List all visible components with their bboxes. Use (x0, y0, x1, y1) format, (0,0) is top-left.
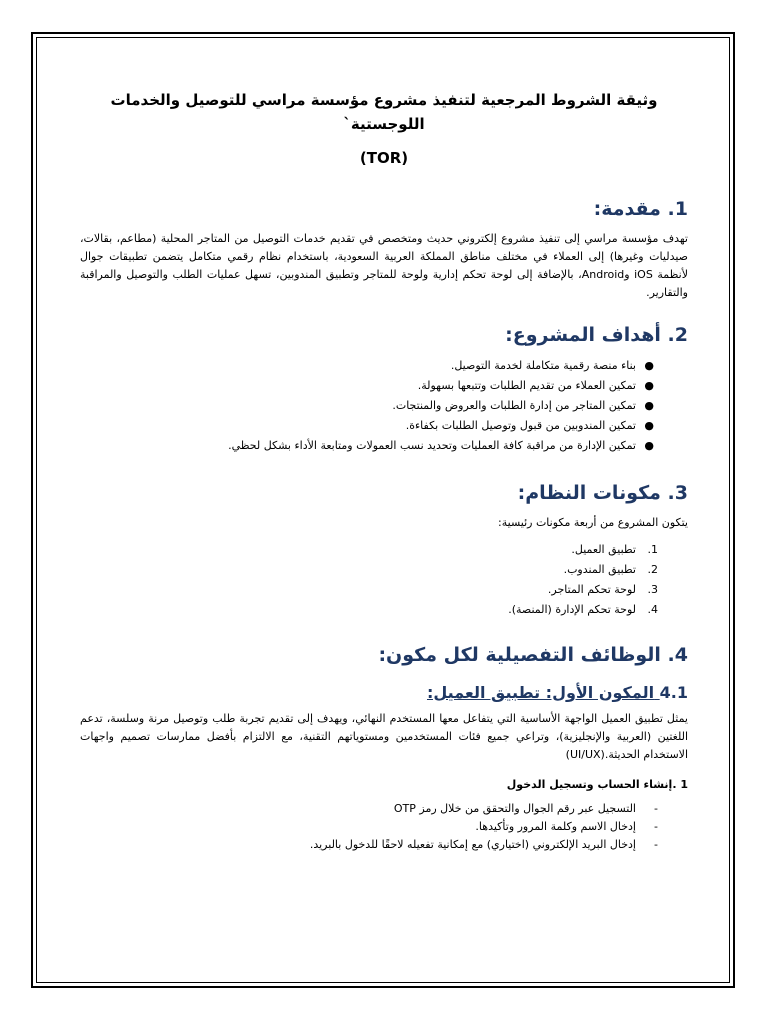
section-intro-body: تهدف مؤسسة مراسي إلى تنفيذ مشروع إلكتروني حديث ومتخصص في تقديم خدمات التوصيل من المتاجر المحلية (مطاعم، بقالات، صيدليات وغيرها) إلى العملاء في مختلف مناطق المملكة العربية السعودية، باستخدام نظام رقمي متكامل يتضمن تطبيقات جوال لأنظمة iOS وAndroid، بالإضافة إلى لوحة تحكم إدارية ولوحة للمتاجر وتطبيق المندوبين، تسهل عمليات الطلب والتوصيل والمراقبة والتقارير. (80, 232, 688, 299)
list-item: ● تمكين المندوبين من قبول وتوصيل الطلبات بكفاءة. (80, 416, 636, 436)
account-list (80, 800, 688, 854)
document-title-sub: (TOR) (359, 149, 409, 167)
list-item: - إدخال الاسم وكلمة المرور وتأكيدها. (475, 820, 658, 833)
bullet-icon: ● (644, 399, 654, 412)
item-heading: 1 .إنشاء الحساب وتسجيل الدخول (506, 778, 688, 791)
section-goals-heading: 2. أهداف المشروع: (505, 324, 688, 346)
section-components-intro: يتكون المشروع من أربعة مكونات رئيسية: (498, 516, 688, 529)
list-item: ● تمكين الإدارة من مراقبة كافة العمليات وتحديد نسب العمولات ومتابعة الأداء بشكل لحظي. (80, 436, 636, 456)
list-item: ● تمكين المتاجر من إدارة الطلبات والعروض والمنتجات. (80, 396, 636, 416)
subsection-heading: 4.1 المكون الأول: تطبيق العميل: (426, 683, 688, 702)
list-item: 3. لوحة تحكم المتاجر. (547, 583, 658, 596)
subsection-body: يمثل تطبيق العميل الواجهة الأساسية التي يتفاعل معها المستخدم النهائي، ويهدف إلى تقديم تجربة طلب وتوصيل مرنة وسلسة، تدعم اللغتين (العربية والإنجليزية)، وتراعي جميع فئات المستخدمين ومستوياتهم التقنية، مع الالتزام بأفضل ممارسات تصميم واجهات الاستخدام الحديثة.(UI/UX) (80, 712, 688, 761)
document-page (80, 88, 688, 854)
section-functions-heading: 4. الوظائف التفصيلية لكل مكون: (378, 644, 688, 666)
list-item: ● تمكين العملاء من تقديم الطلبات وتتبعها بسهولة. (80, 376, 636, 396)
list-item: - إدخال البريد الإلكتروني (اختياري) مع إمكانية تفعيله لاحقًا للدخول بالبريد. (309, 838, 658, 851)
bullet-icon: ● (644, 439, 654, 452)
list-item: - التسجيل عبر رقم الجوال والتحقق من خلال رمز OTP (393, 802, 658, 815)
list-item: 1. تطبيق العميل. (571, 543, 658, 556)
section-intro-heading: 1. مقدمة: (593, 198, 688, 220)
bullet-icon: ● (644, 419, 654, 432)
list-item: ● بناء منصة رقمية متكاملة لخدمة التوصيل. (80, 356, 636, 376)
list-item: 4. لوحة تحكم الإدارة (المنصة). (508, 603, 658, 616)
list-item: 2. تطبيق المندوب. (563, 563, 658, 576)
document-title: وثيقة الشروط المرجعية لتنفيذ مشروع مؤسسة مراسي للتوصيل والخدمات اللوجستية` (110, 91, 658, 133)
bullet-icon: ● (644, 379, 654, 392)
section-components-heading: 3. مكونات النظام: (517, 482, 688, 504)
goals-list (80, 356, 688, 456)
components-list (80, 540, 688, 620)
bullet-icon: ● (644, 359, 654, 372)
